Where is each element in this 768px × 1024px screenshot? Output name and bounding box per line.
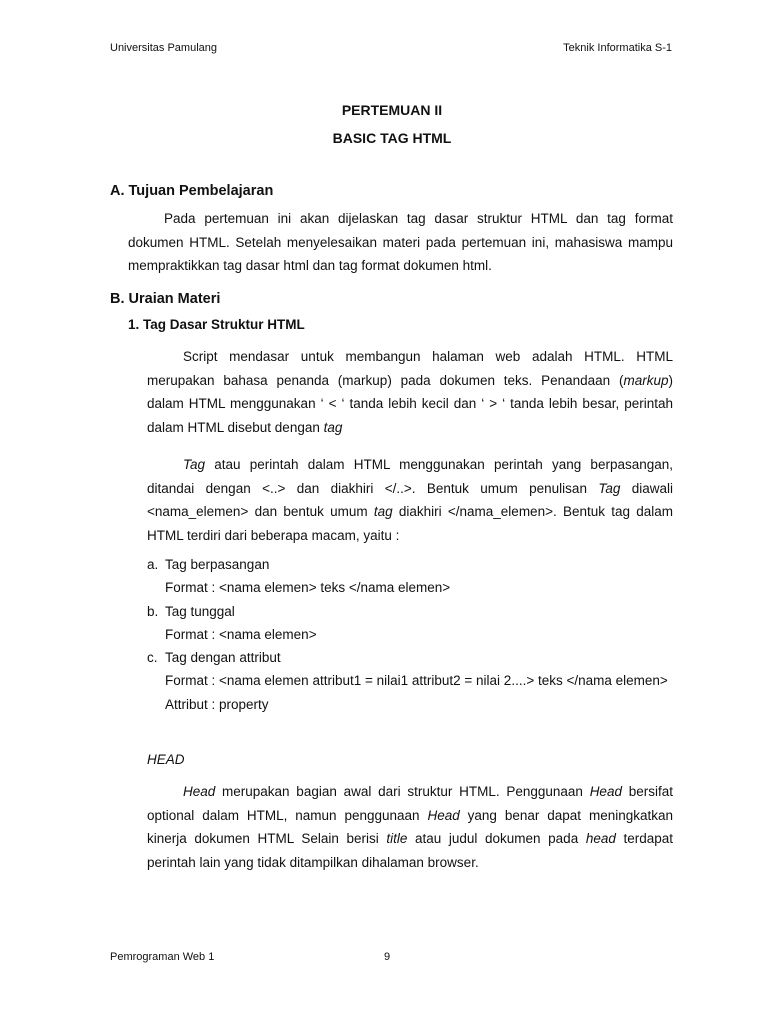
- tag-paragraph: Tag atau perintah dalam HTML menggunakan perintah yang berpasangan, ditandai dengan <..> dan diakhiri </..>. Bentuk umum penulisan Tag diawali <nama_elemen> dan bentuk umum tag diakhiri </nama_elemen>. Bentuk tag dalam HTML terdiri dari beberapa macam, yaitu :: [147, 457, 673, 543]
- list-label: Tag dengan attribut: [165, 650, 281, 666]
- list-marker: c.: [147, 650, 158, 666]
- list-format: Format : <nama elemen> teks </nama elemen>: [165, 580, 451, 596]
- meeting-title: PERTEMUAN II: [341, 102, 443, 118]
- html-intro-paragraph: Script mendasar untuk membangun halaman web adalah HTML. HTML merupakan bahasa penanda (markup) pada dokumen teks. Penandaan (markup) dalam HTML menggunakan ‘ < ‘ tanda lebih kecil dan ‘ > ‘ tanda lebih besar, perintah dalam HTML disebut dengan tag: [147, 349, 673, 435]
- list-item: [147, 646, 673, 669]
- footer-course: Pemrograman Web 1: [110, 951, 215, 963]
- list-attribute-note: Attribut : property: [165, 696, 269, 712]
- header-department: Teknik Informatika S-1: [563, 42, 672, 54]
- tag-type-list: [147, 553, 673, 716]
- header-institution: Universitas Pamulang: [110, 42, 217, 54]
- section-b-heading: B. Uraian Materi: [110, 291, 221, 307]
- list-item: [147, 553, 673, 576]
- list-item: [147, 600, 673, 623]
- topic-title: BASIC TAG HTML: [332, 130, 452, 146]
- list-marker: a.: [147, 557, 159, 572]
- section-a-paragraph: Pada pertemuan ini akan dijelaskan tag dasar struktur HTML dan tag format dokumen HTML. Setelah menyelesaikan materi pada pertemuan ini, mahasiswa mampu mempraktikkan tag dasar html dan tag format dokumen html.: [128, 211, 673, 273]
- head-paragraph: Head merupakan bagian awal dari struktur HTML. Penggunaan Head bersifat optional dalam HTML, namun penggunaan Head yang benar dapat meningkatkan kinerja dokumen HTML Selain berisi title atau judul dokumen pada head terdapat perintah lain yang tidak ditampilkan dihalaman browser.: [147, 784, 674, 870]
- list-format: Format : <nama elemen>: [165, 626, 317, 642]
- page-number: 9: [384, 951, 391, 963]
- head-subheading: HEAD: [147, 752, 185, 767]
- list-label: Tag tunggal: [165, 603, 235, 619]
- section-a-heading: A. Tujuan Pembelajaran: [110, 183, 274, 199]
- subsection-heading: 1. Tag Dasar Struktur HTML: [128, 317, 305, 332]
- list-marker: b.: [147, 603, 159, 619]
- list-label: Tag berpasangan: [165, 557, 270, 572]
- list-format: Format : <nama elemen attribut1 = nilai1 attribut2 = nilai 2....> teks </nama elemen>: [165, 673, 668, 689]
